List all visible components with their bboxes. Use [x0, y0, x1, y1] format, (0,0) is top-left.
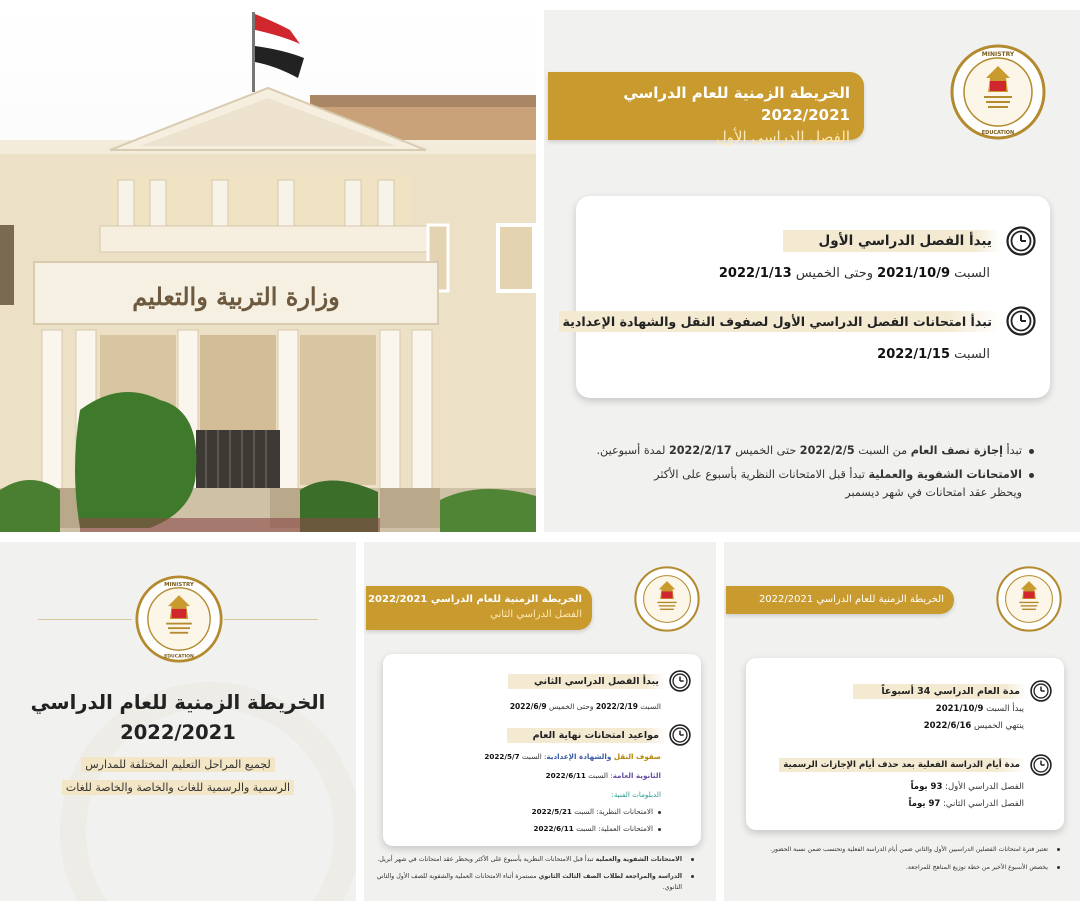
- transfer-exams-line: صفوف النقل والشهادة الإعدادية: السبت 2022/5/7: [484, 752, 661, 761]
- flag-pole: [252, 12, 255, 92]
- svg-text:EDUCATION: EDUCATION: [164, 654, 194, 660]
- first-semester-exams-date: السبت 2022/1/15: [877, 347, 990, 362]
- year-summary-notes: [724, 844, 1062, 880]
- clock-icon: [1006, 306, 1036, 336]
- start-row: [783, 226, 1036, 256]
- diploma-theory-line: الامتحانات النظرية: السبت 2022/5/21: [532, 807, 661, 816]
- clock-icon: [669, 670, 691, 692]
- second-semester-title: الخريطة الزمنية للعام الدراسي 2022/2021: [368, 594, 582, 605]
- actual-days-row: [779, 754, 1052, 776]
- second-semester-start-range: السبت 2022/2/19 وحتى الخميس 2022/6/9: [509, 702, 661, 711]
- year-summary-panel: [724, 542, 1080, 901]
- second-semester-notes: [366, 854, 696, 899]
- list-item: يخصص الأسبوع الأخير من خطة توزيع المناهج للمراجعة.: [724, 862, 1062, 873]
- building-illustration: [0, 0, 536, 532]
- year-summary-header: [726, 586, 954, 614]
- list-item: تعتبر فترة امتحانات الفصلين الدراسيين الأول والثاني ضمن أيام الدراسة الفعلية وتحتسب ضمن نسبة الحضور.: [724, 844, 1062, 855]
- first-semester-start-heading: يبدأ الفصل الدراسي الأول: [783, 230, 1000, 252]
- year-end-line: ينتهي الخميس 2022/6/16: [923, 721, 1024, 731]
- cover-subtitle-1: لجميع المراحل التعليم المختلفة للمدارس: [0, 758, 356, 771]
- first-semester-header: [548, 72, 864, 146]
- ministry-logo: [135, 575, 223, 663]
- second-semester-card: [383, 654, 701, 846]
- list-item: الدراسة والمراجعة لطلاب الصف الثالث الثانوي مستمرة أثناء الامتحانات العملية والشفوية للصف الأول والثاني الثانوي.: [366, 871, 696, 893]
- year-duration-heading: مدة العام الدراسي 34 أسبوعاً: [853, 684, 1026, 699]
- building-sign: وزارة التربية والتعليم: [132, 282, 340, 311]
- clock-icon: [1030, 754, 1052, 776]
- list-item: تبدأ إجازة نصف العام من السبت 2022/2/5 حتى الخميس 2022/2/17 لمدة أسبوعين.: [576, 442, 1036, 460]
- svg-text:MINISTRY: MINISTRY: [981, 51, 1015, 58]
- second-term-days-line: الفصل الدراسي الثاني: 97 يوماً: [908, 799, 1024, 809]
- svg-text:MINISTRY: MINISTRY: [164, 582, 194, 588]
- hedge: [75, 392, 196, 528]
- thanaweya-exams-line: الثانوية العامة: السبت 2022/6/11: [545, 771, 661, 780]
- first-semester-card: [562, 196, 1050, 398]
- first-semester-start-range: السبت 2021/10/9 وحتى الخميس 2022/1/13: [718, 266, 990, 281]
- clock-icon: [1006, 226, 1036, 256]
- svg-text:EDUCATION: EDUCATION: [981, 130, 1015, 136]
- year-start-line: يبدأ السبت 2021/10/9: [935, 704, 1024, 714]
- final-exams-row: [507, 724, 691, 746]
- diploma-practical-line: الامتحانات العملية: السبت 2022/6/11: [534, 824, 661, 833]
- second-semester-panel: [364, 542, 716, 901]
- year-summary-title: الخريطة الزمنية للعام الدراسي 2022/2021: [758, 594, 944, 605]
- ministry-logo: [950, 44, 1046, 140]
- list-item: الامتحانات الشفوية والعملية تبدأ قبل الامتحانات النظرية بأسبوع على الأكثر ويحظر عقد امتحانات في شهر أبريل.: [366, 854, 696, 865]
- divider: [224, 619, 318, 620]
- first-semester-title: الخريطة الزمنية للعام الدراسي 2022/2021: [623, 84, 850, 124]
- exams-row: [559, 306, 1037, 336]
- second-semester-subtitle: الفصل الدراسي الثاني: [490, 609, 582, 620]
- ministry-logo: [996, 566, 1062, 632]
- cover-subtitle-2: الرسمية والرسمية للغات والخاصة والخاصة للغات: [0, 781, 356, 794]
- cover-title: الخريطة الزمنية للعام الدراسي 2022/2021: [30, 691, 326, 744]
- final-exams-heading: مواعيد امتحانات نهاية العام: [507, 728, 665, 743]
- second-semester-start-heading: يبدأ الفصل الدراسي الثاني: [508, 674, 665, 689]
- first-term-days-line: الفصل الدراسي الأول: 93 يوماً: [910, 782, 1024, 792]
- clock-icon: [1030, 680, 1052, 702]
- cover-panel: [0, 542, 356, 901]
- start-row: [508, 670, 691, 692]
- first-semester-exams-heading: تبدأ امتحانات الفصل الدراسي الأول لصفوف النقل والشهادة الإعدادية: [559, 311, 1001, 332]
- first-semester-notes: [576, 442, 1036, 508]
- ministry-building-photo: [0, 0, 536, 532]
- list-item: الامتحانات الشفوية والعملية تبدأ قبل الامتحانات النظرية بأسبوع على الأكثر ويحظر عقد امتحانات في شهر ديسمبر: [576, 466, 1036, 502]
- clock-icon: [669, 724, 691, 746]
- diplomas-label: الدبلومات الفنية:: [611, 790, 661, 799]
- second-semester-header: [366, 586, 592, 630]
- first-semester-subtitle: الفصل الدراسي الأول: [715, 128, 850, 146]
- actual-days-heading: مدة أيام الدراسة الفعلية بعد حذف أيام الإجازات الرسمية: [779, 758, 1026, 772]
- year-summary-card: [746, 658, 1064, 830]
- first-semester-panel: [544, 10, 1080, 532]
- duration-row: [853, 680, 1052, 702]
- divider: [38, 619, 132, 620]
- ministry-logo: [634, 566, 700, 632]
